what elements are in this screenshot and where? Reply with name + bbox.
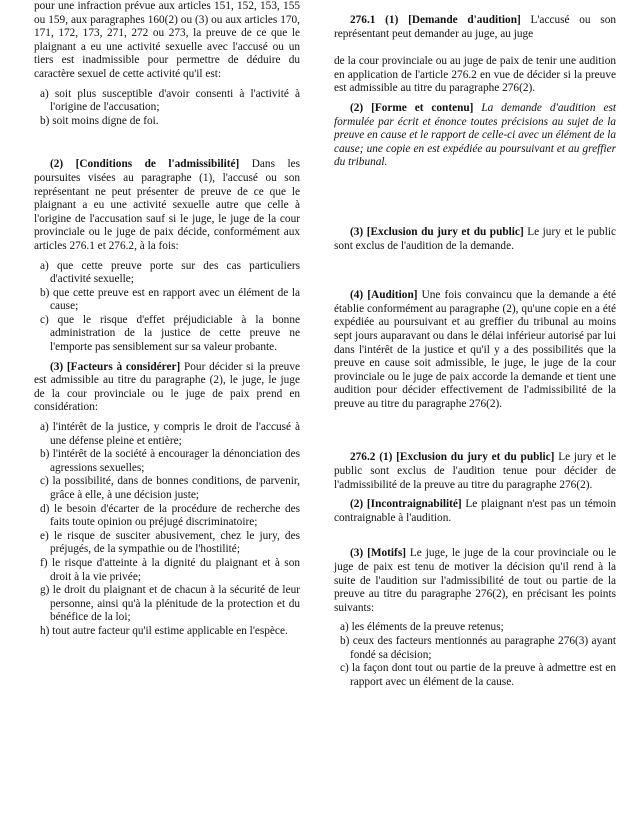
list-item-3g: g) le droit du plaignant et de chacun à la sécurité de leur personne, ainsi qu'à la plénitude de la protection et du bénéfice de la loi; bbox=[40, 584, 300, 624]
article-276-1-heading: 276.1 (1) [Demande d'audition] bbox=[350, 14, 521, 26]
list-item-2b: b) que cette preuve est en rapport avec un élément de la cause; bbox=[40, 286, 300, 313]
section-3-body: Pour décider si la preuve est admissible au titre du paragraphe (2), le juge, le juge de la cour provinciale ou le juge de paix prend en considération: bbox=[34, 360, 300, 414]
article-276-2-body: Le jury et le public sont exclus de l'audition tenue pour décider de l'admissibilité de la preuve au titre du paragraphe 276(2). bbox=[334, 451, 616, 491]
right-column bbox=[334, 0, 616, 689]
list-item-3e: e) le risque de susciter abusivement, chez le jury, des préjugés, de la sympathie ou de l'hostilité; bbox=[40, 529, 300, 556]
list-item-motifs-b: b) ceux des facteurs mentionnés au paragraphe 276(3) ayant fondé sa décision; bbox=[340, 635, 616, 661]
paragraph-intro: pour une infraction prévue aux articles 151, 152, 153, 155 ou 159, aux paragraphes 160(2) ou (3) ou aux articles 170, 171, 172, 173, 271, 272 ou 273, la preuve de ce que le plaignant a eu une activité sexuelle avec l'accusé ou un tiers est inadmissible pour permettre de déduire du caractère sexuel de cette activité qu'il est: bbox=[34, 0, 300, 80]
list-item-3b: b) l'intérêt de la société à encourager la dénonciation des agressions sexuelles; bbox=[40, 448, 300, 474]
section-exclusion-hearing bbox=[334, 226, 616, 253]
incontraignabilite-heading: (2) [Incontraignabilité] bbox=[350, 498, 462, 511]
list-item-2a: a) que cette preuve porte sur des cas particuliers d'activité sexuelle; bbox=[40, 259, 300, 286]
section-2-body: Dans les poursuites visées au paragraphe (1), l'accusé ou son représentant ne peut présenter de preuve de ce que le plaignant a eu une activité sexuelle autre que celle à l'origine de l'accusation sauf si le juge, le juge de la cour provinciale ou le juge de paix décide, conformément aux articles 276.1 et 276.2, à la fois: bbox=[34, 158, 300, 252]
list-item-3d: d) le besoin d'écarter de la procédure de recherche des faits toute opinion ou préjugé discriminatoire; bbox=[40, 502, 300, 529]
audition-heading: (4) [Audition] bbox=[350, 289, 418, 302]
left-column bbox=[34, 0, 300, 639]
form-content-heading: (2) [Forme et contenu] bbox=[350, 101, 474, 114]
motifs-heading: (3) [Motifs] bbox=[350, 547, 406, 560]
section-incontraignabilite bbox=[334, 498, 616, 525]
audition-body: Une fois convaincu que la demande a été établie conformément au paragraphe (2), qu'une copie en a été expédiée au poursuivant et au greffier du tribunal au moins sept jours auparavant ou dans le délai inférieur autorisé par lui dans l'intérêt de la justice et qu'il y a des possibilités que la preuve en cause soit admissible, le juge, le juge de la cour provinciale ou le juge de paix accorde la demande et tient une audition pour décider effectivement de l'admissibilité de la preuve au titre du paragraphe 276(2). bbox=[334, 289, 617, 410]
list-item-2c: c) que le risque d'effet préjudiciable à la bonne administration de la justice de cette preuve ne l'emporte pas sensiblement sur sa valeur probante. bbox=[40, 313, 300, 354]
article-276-1-body: L'accusé ou son représentant peut demander au juge, au juge bbox=[334, 14, 616, 40]
section-3-heading: (3) [Facteurs à considérer] bbox=[50, 360, 181, 373]
list-item-3f: f) le risque d'atteinte à la dignité du plaignant et à son droit à la vie privée; bbox=[40, 556, 300, 583]
list-item-3c: c) la possibilité, dans de bonnes conditions, de parvenir, grâce à elle, à une décision juste; bbox=[40, 475, 300, 501]
section-motifs bbox=[334, 547, 616, 615]
list-item-motifs-a: a) les éléments de la preuve retenus; bbox=[340, 621, 504, 634]
article-276-2-para-1 bbox=[334, 451, 616, 492]
incontraignabilite-body: Le plaignant n'est pas un témoin contraignable à l'audition. bbox=[334, 498, 616, 524]
section-form-content bbox=[334, 102, 616, 170]
section-2-heading: (2) [Conditions de l'admissibilité] bbox=[50, 158, 240, 171]
exclusion-hearing-heading: (3) [Exclusion du jury et du public] bbox=[350, 225, 524, 238]
form-content-body: La demande d'audition est formulée par écrit et énonce toutes précisions au sujet de la preuve en cause et le rapport de celle-ci avec un élément de la cause; une copie en est expédiée au poursuivant et au greffier du tribunal. bbox=[334, 101, 616, 169]
article-276-2-heading: 276.2 (1) [Exclusion du jury et du public] bbox=[350, 451, 555, 464]
list-item-3h: h) tout autre facteur qu'il estime applicable en l'espèce. bbox=[40, 624, 288, 637]
list-item-1b: b) soit moins digne de foi. bbox=[40, 114, 159, 127]
article-276-1-para-1 bbox=[334, 14, 616, 41]
section-3 bbox=[34, 361, 300, 415]
article-276-1-continuation: de la cour provinciale ou au juge de paix de tenir une audition en application de l'article 276.2 en vue de décider si la preuve est admissible au titre du paragraphe 276(2). bbox=[334, 55, 616, 95]
exclusion-hearing-body: Le jury et le public sont exclus de l'audition de la demande. bbox=[334, 225, 616, 252]
section-2 bbox=[34, 158, 300, 253]
section-audition bbox=[334, 289, 616, 411]
list-item-1a: a) soit plus susceptible d'avoir consenti à l'activité à l'origine de l'accusation; bbox=[40, 87, 300, 114]
motifs-body: Le juge, le juge de la cour provinciale ou le juge de paix est tenu de motiver la décision qu'il rend à la suite de l'audition sur l'admissibilité de tout ou partie de la preuve au titre du paragraphe 276(2), en précisant les points suivants: bbox=[334, 547, 617, 614]
list-item-motifs-c: c) la façon dont tout ou partie de la preuve à admettre est en rapport avec un élément de la cause. bbox=[340, 662, 616, 688]
list-item-3a: a) l'intérêt de la justice, y compris le droit de l'accusé à une défense pleine et entière; bbox=[40, 421, 300, 447]
